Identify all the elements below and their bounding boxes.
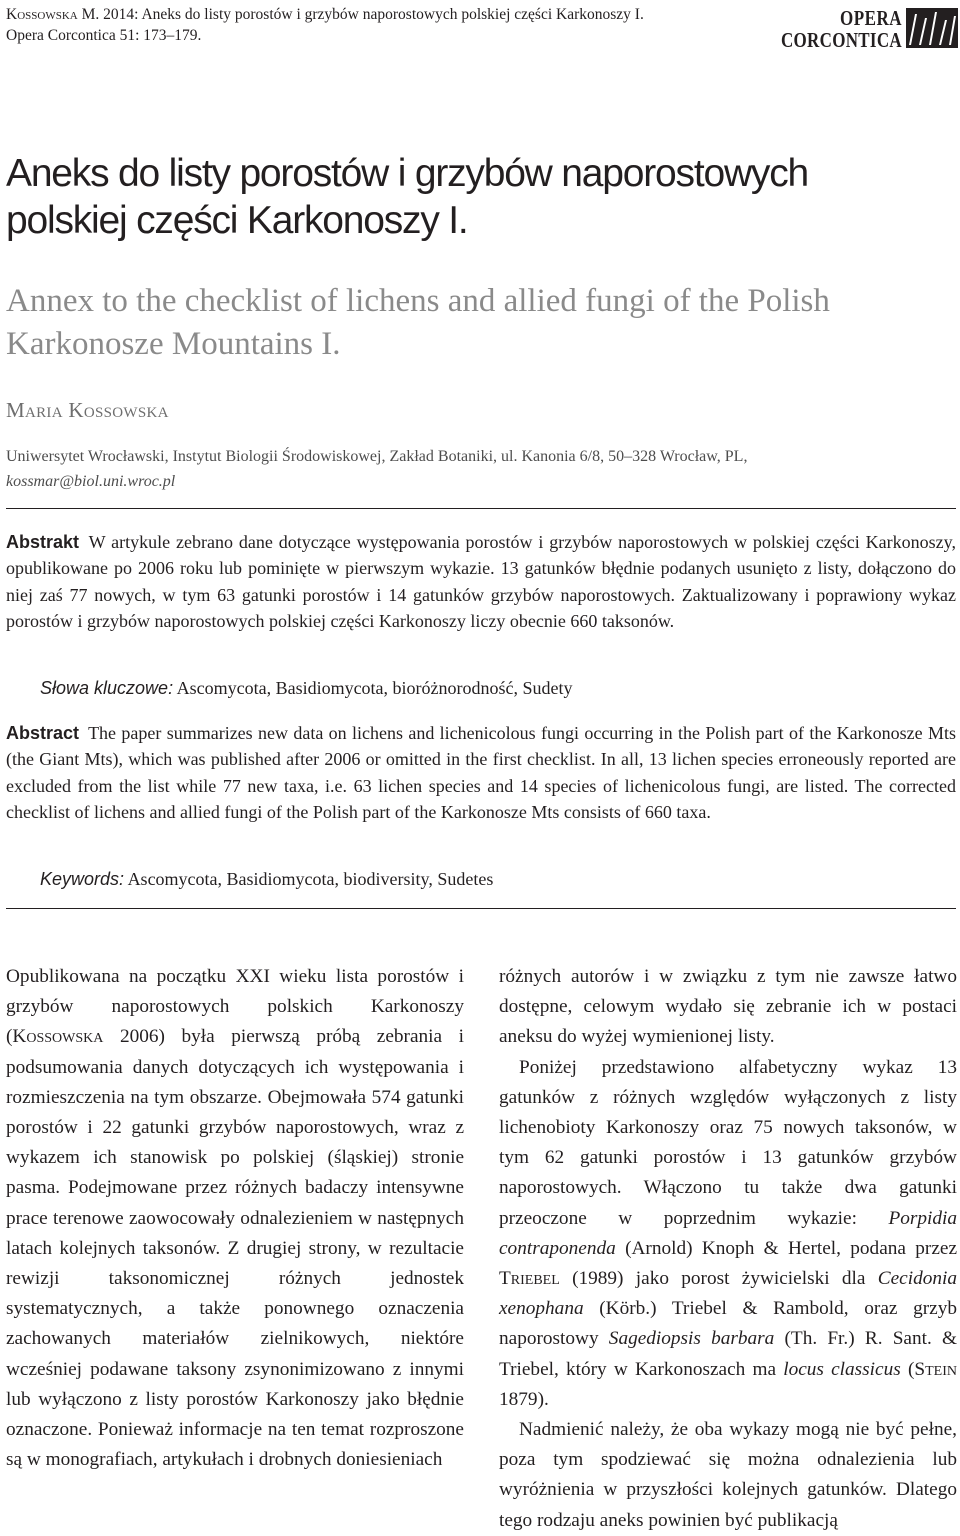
latin-term: locus classicus <box>783 1358 901 1380</box>
keywords-en-label: Keywords <box>40 869 120 889</box>
abstract-pl <box>6 529 956 634</box>
citation-author-ref: Triebel <box>499 1268 560 1290</box>
keywords-pl-text: Ascomycota, Basidiomycota, bioróżnorodność, Sudety <box>176 678 573 698</box>
logo-text-corcontica: CORCONTICA <box>780 28 902 52</box>
body-paragraph: Nadmienić należy, że oba wykazy mogą nie być pełne, poza tym spodziewać się można odnalezienia lub wyróżnienia w przyszłości kolejnych gatunków. Dlatego tego rodzaju aneks powinien być publikacją <box>499 1419 957 1531</box>
species-name: Porpidia contraponenda <box>499 1207 957 1259</box>
keywords-pl-label: Słowa kluczowe <box>40 678 169 698</box>
citation-author-ref: Stein <box>914 1358 957 1380</box>
body-text: (Th. Fr.) R. Sant. & Triebel, który w Karkonoszach ma <box>499 1328 957 1380</box>
body-text: ( <box>900 1358 915 1380</box>
keywords-en-colon: : <box>119 869 125 889</box>
abstract-en-text: The paper summarizes new data on lichens and lichenicolous fungi occurring in the Polish part of the Karkonosze Mts (the Giant Mts), which was published after 2006 or omitted in the first checklist. In all, 13 lichen species erroneously reported are excluded from the list while 77 new taxa, i.e. 63 lichen species and 14 species of lichenicolous fungi, are listed. The corrected checklist of lichens and allied fungi of the Polish part of the Karkonosze Mts consists of 660 taxa. <box>6 723 956 822</box>
title-line-2: polskiej części Karkonoszy I. <box>6 199 468 242</box>
page-subtitle <box>6 280 926 366</box>
citation-title: M. 2014: Aneks do listy porostów i grzybów naporostowych polskiej części Karkonoszy I. <box>77 6 644 23</box>
body-text: Poniżej przedstawiono alfabetyczny wykaz 13 gatunków z różnych względów wyłączonych z listy lichenobioty Karkonoszy oraz 75 nowych taksonów, w tym 62 gatunki porostów i 13 gatunków grzybów naporostowych. Włączono tu także dwa gatunki przeoczone w poprzednim wykazie: <box>499 1056 957 1229</box>
abstract-en-label: Abstract <box>6 723 80 743</box>
abstract-pl-text: W artykule zebrano dane dotyczące występowania porostów i grzybów naporostowych w polskiej części Karkonoszy, opublikowane po 2006 roku lub pominięte w pierwszym wykazie. 13 gatunków błędnie podanych usunięto z listy, dołączono do niej zaś 77 nowych, w tym 63 gatunki porostów i 14 gatunków grzybów naporostowych. Zaktualizowany i poprawiony wykaz porostów i grzybów naporostowych polskiej części Karkonoszy liczy obecnie 660 taksonów. <box>6 532 956 631</box>
divider-top <box>6 508 956 509</box>
body-text: 2006) była pierwszą próbą zebrania i podsumowania danych dotyczących ich występowania i rozmieszczenia na tym obszarze. Obejmowała 574 gatunki porostów i 22 gatunki grzybów naporostowych, wraz z wykazem ich stanowisk po polskiej (śląskiej) stronie pasma. Podejmowane przez różnych badaczy intensywne prace terenowe zaowocowały odnalezieniem w następnych latach kolejnych taksonów. Z drugiej strony, w rezultacie rewizji taksonomicznej różnych jednostek systematycznych, a także ponownego oznaczenia zachowanych materiałów zielnikowych, niektóre wcześniej podawane taksony zsynonimizowano z innymi lub wyłączono z listy porostów Karkonoszy jako błędnie oznaczone. Ponieważ informacje na ten temat rozproszone są w monografiach, artykułach i drobnych doniesieniach <box>6 1026 464 1471</box>
species-name: Cecidonia xenophana <box>499 1268 957 1320</box>
body-column-left <box>6 962 464 1475</box>
body-column-right <box>499 962 957 1536</box>
citation <box>6 4 644 46</box>
body-text: 1879). <box>499 1388 549 1410</box>
author-name: Maria Kossowska <box>6 398 169 422</box>
body-text: (Arnold) Knoph & Hertel, podana przez <box>615 1237 957 1259</box>
keywords-en <box>40 867 493 891</box>
affiliation <box>6 444 906 494</box>
journal-logo <box>780 4 958 52</box>
keywords-en-text: Ascomycota, Basidiomycota, biodiversity, Sudetes <box>127 869 494 889</box>
keywords-pl-colon: : <box>168 678 174 698</box>
subtitle-line-1: Annex to the checklist of lichens and allied fungi of the Polish <box>6 283 830 319</box>
abstract-pl-label: Abstrakt <box>6 532 80 552</box>
logo-text-opera: OPERA <box>840 6 902 30</box>
citation-author: Kossowska <box>6 6 78 23</box>
author-email: kossmar@biol.uni.wroc.pl <box>6 473 176 490</box>
citation-line-1 <box>6 4 644 25</box>
title-line-1: Aneks do listy porostów i grzybów naporostowych <box>6 152 809 195</box>
citation-line-2: Opera Corcontica 51: 173–179. <box>6 27 202 44</box>
body-text: Opublikowana na początku XXI wieku lista porostów i grzybów naporostowych polskich Karkonoszy ( <box>6 966 464 1048</box>
body-paragraph: różnych autorów i w związku z tym nie zawsze łatwo dostępne, celowym wydało się zebranie ich w postaci aneksu do wyżej wymienionej listy. <box>499 966 957 1048</box>
subtitle-line-2: Karkonosze Mountains I. <box>6 326 341 362</box>
keywords-pl <box>40 676 573 700</box>
body-paragraph <box>6 962 464 1475</box>
abstract-en <box>6 720 956 825</box>
citation-author-ref: Kossowska <box>12 1026 104 1048</box>
body-paragraph <box>499 1053 957 1415</box>
mountain-bars-icon <box>906 8 958 48</box>
affiliation-address: Uniwersytet Wrocławski, Instytut Biologii Środowiskowej, Zakład Botaniki, ul. Kanonia 6/8, 50–328 Wrocław, PL, <box>6 448 748 465</box>
body-text: (1989) jako porost żywicielski dla <box>559 1268 878 1290</box>
body-text: (Körb.) Triebel & Rambold, oraz grzyb naporostowy <box>499 1298 957 1350</box>
species-name: Sagediopsis barbara <box>608 1328 775 1350</box>
divider-bottom <box>6 908 956 909</box>
page-title <box>6 150 926 244</box>
